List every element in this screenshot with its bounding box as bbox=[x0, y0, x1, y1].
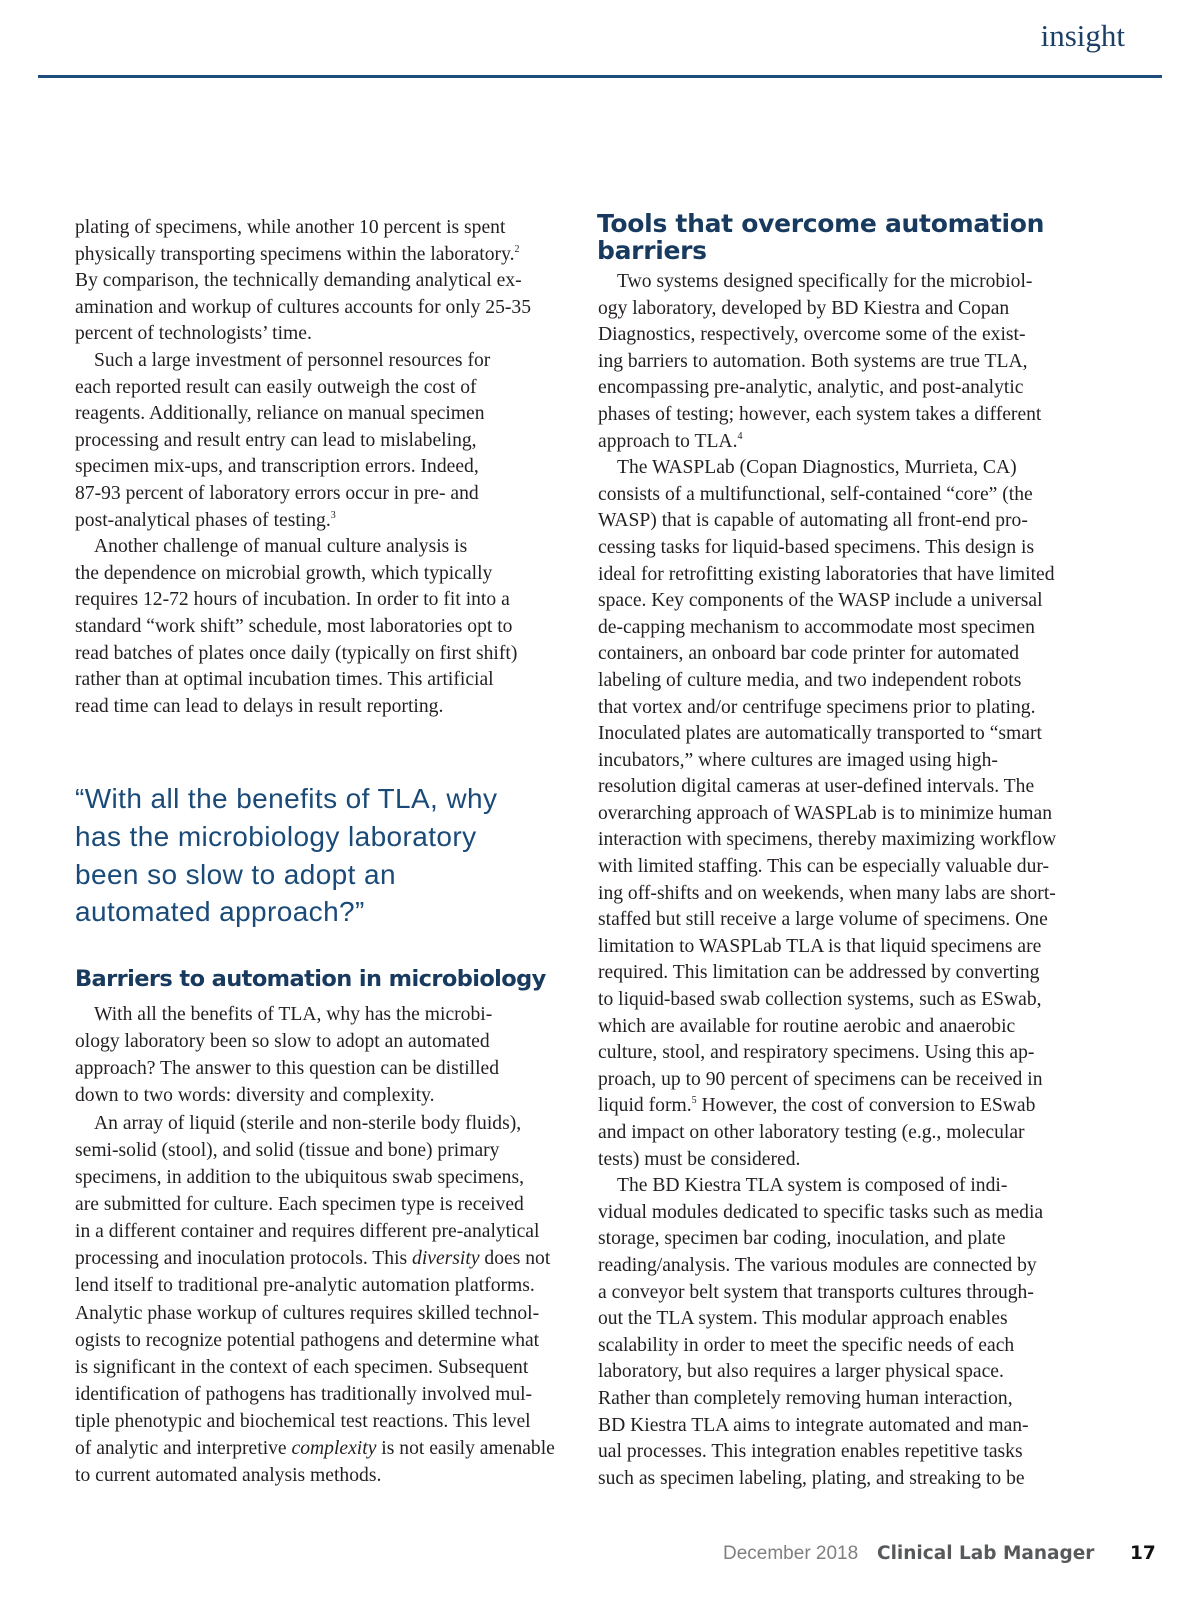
text-line: interaction with specimens, thereby maximizing workflow bbox=[598, 829, 1057, 851]
text-line: identification of pathogens has traditionally involved mul- bbox=[75, 1383, 533, 1405]
text-line bbox=[75, 508, 531, 535]
text-line bbox=[75, 242, 531, 269]
section-label: insight bbox=[1040, 18, 1125, 53]
text-line: processing and result entry can lead to mislabeling, bbox=[75, 429, 477, 451]
text-line: cessing tasks for liquid-based specimens. This design is bbox=[598, 536, 1035, 558]
text-line: to current automated analysis methods. bbox=[75, 1465, 382, 1487]
text-line: Rather than completely removing human interaction, bbox=[598, 1387, 1013, 1409]
text-line: staffed but still receive a large volume of specimens. One bbox=[598, 909, 1048, 931]
text-line: An array of liquid (sterile and non-sterile body fluids), bbox=[94, 1112, 522, 1134]
left-column-text-bottom bbox=[75, 1001, 555, 1490]
text-line: reading/analysis. The various modules are connected by bbox=[598, 1254, 1037, 1276]
text-line: ual processes. This integration enables repetitive tasks bbox=[598, 1441, 1023, 1463]
magazine-name: Clinical Lab Manager bbox=[877, 1543, 1095, 1564]
text-line: standard “work shift” schedule, most laboratories opt to bbox=[75, 615, 513, 637]
pull-quote-line: has the microbiology laboratory bbox=[75, 820, 477, 852]
text-line: encompassing pre-analytic, analytic, and post-analytic bbox=[598, 377, 1024, 399]
text-segment: physically transporting specimens within the laboratory. bbox=[75, 243, 515, 265]
text-line: the dependence on microbial growth, which typically bbox=[75, 562, 493, 584]
issue-date: December 2018 bbox=[723, 1543, 859, 1564]
text-line: labeling of culture media, and two independent robots bbox=[598, 669, 1022, 691]
text-line: resolution digital cameras at user-defined intervals. The bbox=[598, 776, 1035, 798]
text-line bbox=[75, 1245, 555, 1272]
text-line: 87-93 percent of laboratory errors occur in pre- and bbox=[75, 482, 479, 504]
text-line: Another challenge of manual culture analysis is bbox=[94, 536, 468, 558]
text-line: plating of specimens, while another 10 percent is spent bbox=[75, 217, 506, 238]
text-line: with limited staffing. This can be especially valuable dur- bbox=[598, 856, 1050, 878]
text-line: that vortex and/or centrifuge specimens prior to plating. bbox=[598, 696, 1036, 718]
text-line: semi-solid (stool), and solid (tissue and bone) primary bbox=[75, 1139, 500, 1161]
heading-line: barriers bbox=[597, 236, 707, 265]
text-segment: does not bbox=[479, 1248, 551, 1270]
right-column-text bbox=[598, 269, 1056, 1492]
text-line: to liquid-based swab collection systems, such as ESwab, bbox=[598, 989, 1042, 1011]
text-line: phases of testing; however, each system takes a different bbox=[598, 403, 1042, 425]
text-line: each reported result can easily outweigh the cost of bbox=[75, 376, 477, 398]
text-line: which are available for routine aerobic and anaerobic bbox=[598, 1015, 1016, 1037]
text-line: ing off-shifts and on weekends, when many labs are short- bbox=[598, 882, 1056, 904]
text-segment: of analytic and interpretive bbox=[75, 1438, 292, 1460]
text-line: specimens, in addition to the ubiquitous swab specimens, bbox=[75, 1166, 524, 1188]
text-line: vidual modules dedicated to specific tasks such as media bbox=[598, 1201, 1044, 1223]
text-line: With all the benefits of TLA, why has the microbi- bbox=[94, 1004, 493, 1025]
text-line: requires 12-72 hours of incubation. In order to fit into a bbox=[75, 589, 510, 611]
footnote-reference: 5 bbox=[691, 1095, 697, 1107]
text-line: tiple phenotypic and biochemical test reactions. This level bbox=[75, 1411, 531, 1433]
text-line: The WASPLab (Copan Diagnostics, Murrieta, CA) bbox=[617, 457, 1017, 479]
text-segment: approach to TLA. bbox=[598, 430, 738, 452]
section-heading-tools bbox=[597, 210, 1044, 264]
text-line: ideal for retrofitting existing laboratories that have limited bbox=[598, 563, 1055, 585]
text-segment: is not easily amenable bbox=[376, 1438, 555, 1460]
text-line: read time can lead to delays in result reporting. bbox=[75, 695, 444, 717]
text-segment: liquid form. bbox=[598, 1095, 692, 1117]
text-line: required. This limitation can be addressed by converting bbox=[598, 962, 1040, 984]
emphasized-word: complexity bbox=[291, 1438, 377, 1460]
text-line bbox=[75, 1435, 555, 1462]
text-line: rather than at optimal incubation times. This artificial bbox=[75, 669, 494, 691]
heading-line: Tools that overcome automation bbox=[597, 209, 1045, 238]
text-line: reagents. Additionally, reliance on manual specimen bbox=[75, 403, 485, 425]
text-line: such as specimen labeling, plating, and streaking to be bbox=[598, 1467, 1025, 1489]
text-line: WASP) that is capable of automating all front-end pro- bbox=[598, 510, 1028, 532]
text-line: scalability in order to meet the specific needs of each bbox=[598, 1334, 1015, 1356]
pull-quote bbox=[75, 780, 497, 931]
text-line: Such a large investment of personnel resources for bbox=[94, 349, 491, 371]
text-line: containers, an onboard bar code printer for automated bbox=[598, 643, 1020, 665]
text-line: percent of technologists’ time. bbox=[75, 323, 312, 345]
page-number: 17 bbox=[1130, 1543, 1156, 1564]
text-line: consists of a multifunctional, self-contained “core” (the bbox=[598, 483, 1033, 505]
text-line: Diagnostics, respectively, overcome some of the exist- bbox=[598, 324, 1026, 346]
text-line: lend itself to traditional pre-analytic automation platforms. bbox=[75, 1275, 535, 1297]
text-line: is significant in the context of each specimen. Subsequent bbox=[75, 1356, 529, 1378]
text-line: culture, stool, and respiratory specimens. Using this ap- bbox=[598, 1042, 1035, 1064]
text-line: ogy laboratory, developed by BD Kiestra and Copan bbox=[598, 297, 1010, 319]
text-line: proach, up to 90 percent of specimens can be received in bbox=[598, 1068, 1043, 1090]
footnote-reference: 3 bbox=[330, 509, 336, 521]
text-line bbox=[598, 1093, 1056, 1120]
pull-quote-line: automated approach?” bbox=[75, 896, 365, 928]
text-line: de-capping mechanism to accommodate most specimen bbox=[598, 616, 1035, 638]
text-line: overarching approach of WASPLab is to minimize human bbox=[598, 802, 1052, 824]
section-heading-barriers: Barriers to automation in microbiology bbox=[75, 966, 546, 992]
text-line: specimen mix-ups, and transcription errors. Indeed, bbox=[75, 456, 479, 478]
text-line: tests) must be considered. bbox=[598, 1148, 801, 1170]
text-line: Two systems designed specifically for the microbiol- bbox=[617, 271, 1033, 292]
text-line: Analytic phase workup of cultures requires skilled technol- bbox=[75, 1302, 540, 1324]
text-line: are submitted for culture. Each specimen type is received bbox=[75, 1193, 524, 1215]
text-line: BD Kiestra TLA aims to integrate automated and man- bbox=[598, 1414, 1029, 1436]
text-line: amination and workup of cultures accounts for only 25-35 bbox=[75, 296, 531, 318]
footnote-reference: 2 bbox=[514, 243, 520, 255]
text-line: approach? The answer to this question can be distilled bbox=[75, 1058, 500, 1080]
text-line bbox=[598, 429, 1056, 456]
header-rule bbox=[38, 75, 1162, 78]
text-line: storage, specimen bar coding, inoculation, and plate bbox=[598, 1228, 1006, 1250]
emphasized-word: diversity bbox=[412, 1248, 480, 1270]
text-line: laboratory, but also requires a larger physical space. bbox=[598, 1361, 1004, 1383]
text-line: space. Key components of the WASP include a universal bbox=[598, 590, 1043, 612]
text-line: Inoculated plates are automatically transported to “smart bbox=[598, 723, 1042, 745]
text-segment: processing and inoculation protocols. This bbox=[75, 1248, 413, 1270]
text-line: in a different container and requires different pre-analytical bbox=[75, 1221, 540, 1243]
pull-quote-line: “With all the benefits of TLA, why bbox=[75, 783, 498, 814]
text-line: ing barriers to automation. Both systems are true TLA, bbox=[598, 350, 1028, 372]
text-line: a conveyor belt system that transports cultures through- bbox=[598, 1281, 1034, 1303]
left-column-text-top bbox=[75, 215, 531, 720]
text-line: and impact on other laboratory testing (e.g., molecular bbox=[598, 1122, 1025, 1143]
text-line: The BD Kiestra TLA system is composed of indi- bbox=[617, 1175, 1008, 1197]
footnote-reference: 4 bbox=[737, 430, 743, 442]
text-line: ogists to recognize potential pathogens and determine what bbox=[75, 1329, 540, 1351]
text-line: down to two words: diversity and complexity. bbox=[75, 1085, 435, 1107]
text-line: read batches of plates once daily (typically on first shift) bbox=[75, 642, 518, 664]
pull-quote-line: been so slow to adopt an bbox=[75, 858, 396, 890]
text-line: incubators,” where cultures are imaged using high- bbox=[598, 749, 998, 771]
text-line: out the TLA system. This modular approach enables bbox=[598, 1308, 1008, 1330]
text-segment: post-analytical phases of testing. bbox=[75, 509, 331, 531]
text-line: By comparison, the technically demanding analytical ex- bbox=[75, 270, 522, 292]
text-line: ology laboratory been so slow to adopt an automated bbox=[75, 1031, 490, 1053]
text-segment: However, the cost of conversion to ESwab bbox=[696, 1095, 1036, 1117]
text-line: limitation to WASPLab TLA is that liquid specimens are bbox=[598, 935, 1042, 957]
